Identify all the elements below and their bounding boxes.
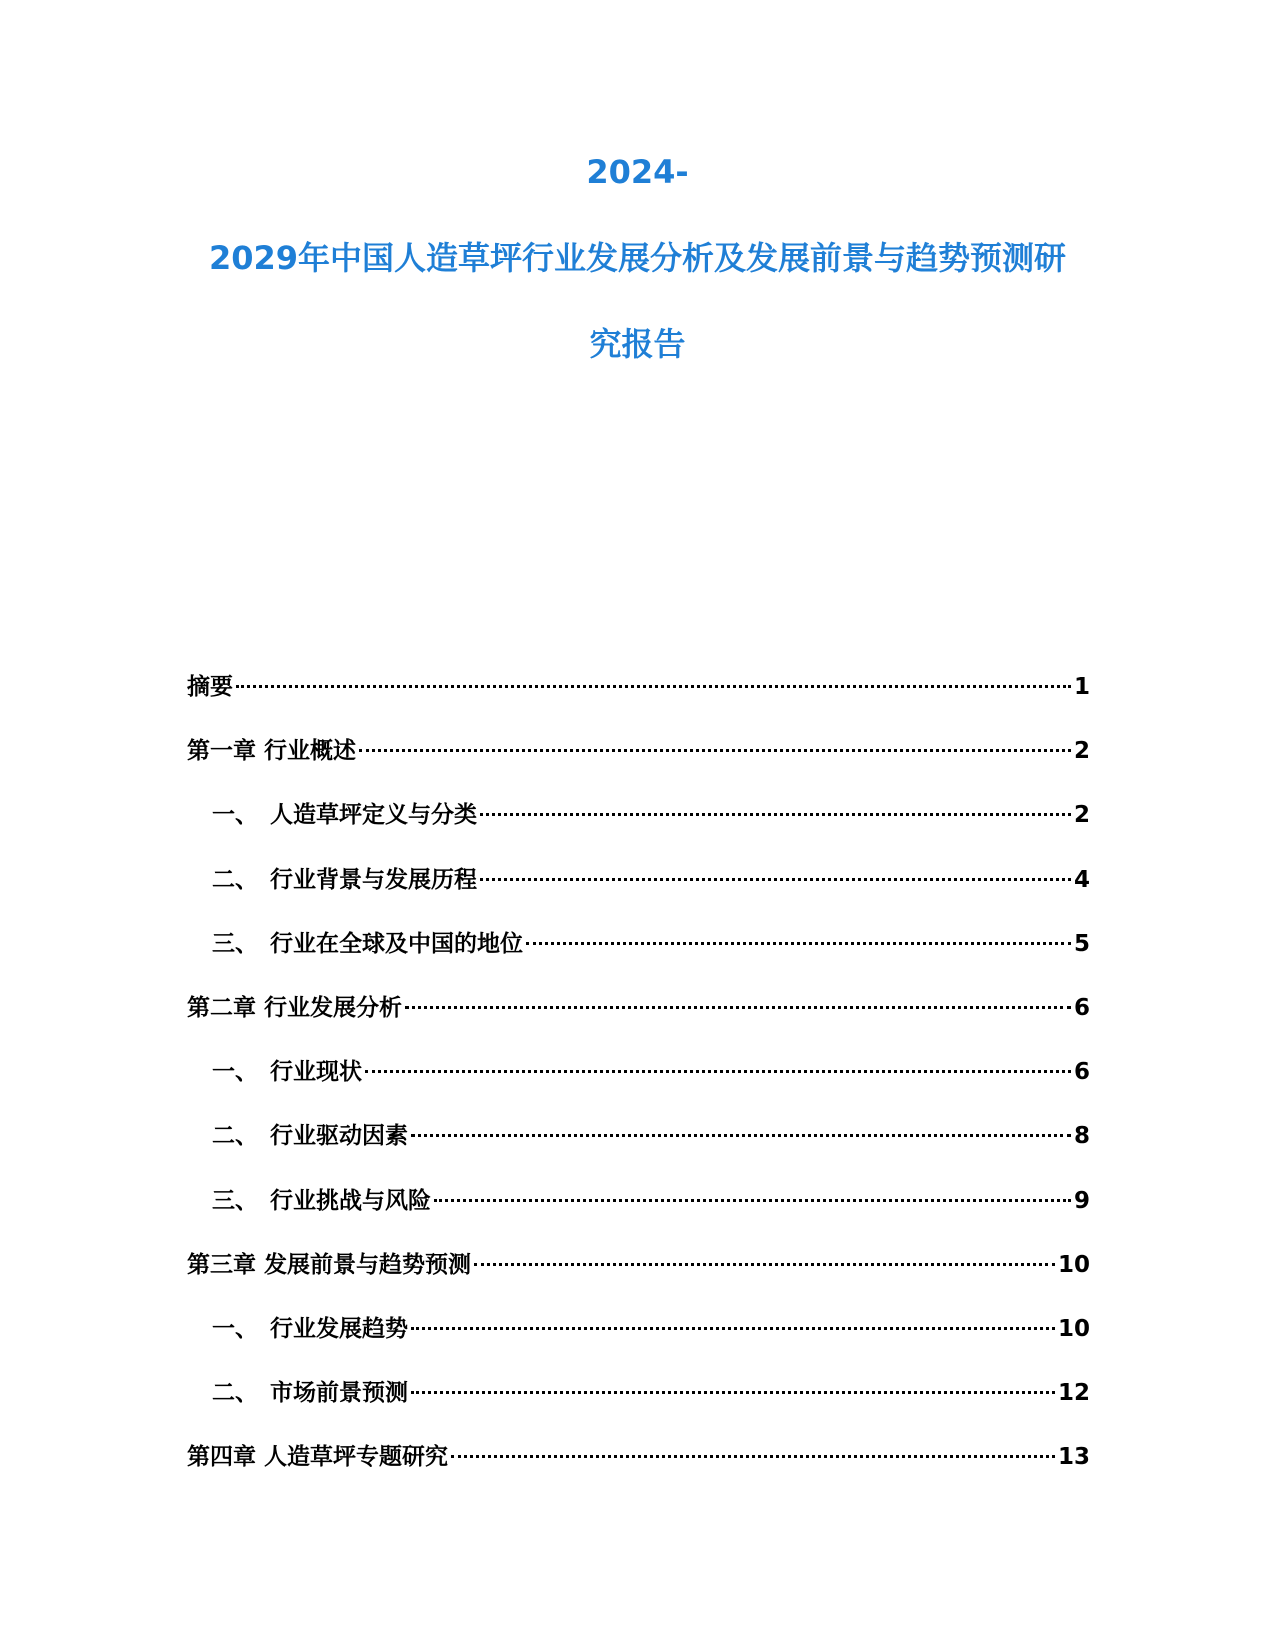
toc-dot-leader xyxy=(526,942,1071,945)
toc-entry[interactable] xyxy=(187,1184,1090,1218)
toc-entry-number: 三、 xyxy=(212,930,258,957)
toc-entry[interactable] xyxy=(187,798,1090,832)
toc-entry-page-number: 6 xyxy=(1073,1059,1090,1086)
title-line-1: 2024- xyxy=(586,153,689,191)
toc-entry-label: 摘要 xyxy=(187,674,233,700)
title-line-2: 2029年中国人造草坪行业发展分析及发展前景与趋势预测研 xyxy=(208,239,1067,277)
toc-entry-page-number: 10 xyxy=(1057,1315,1090,1342)
toc-entry[interactable] xyxy=(187,734,1090,768)
toc-entry-number: 二、 xyxy=(212,1123,258,1150)
toc-entry-page-number: 2 xyxy=(1073,802,1090,829)
toc-entry-page-number: 6 xyxy=(1073,994,1090,1021)
toc-entry[interactable] xyxy=(187,1055,1090,1089)
toc-entry-label: 行业发展趋势 xyxy=(270,1315,408,1342)
toc-dot-leader xyxy=(451,1455,1055,1458)
toc-entry-label: 行业在全球及中国的地位 xyxy=(270,930,523,957)
toc-entry-label: 行业挑战与风险 xyxy=(270,1187,431,1214)
toc-entry-number: 一、 xyxy=(212,802,258,829)
toc-dot-leader xyxy=(480,813,1071,816)
toc-dot-leader xyxy=(411,1134,1071,1137)
toc-entry-label: 市场前景预测 xyxy=(270,1380,408,1407)
title-line-3: 究报告 xyxy=(589,325,686,363)
toc-entry[interactable] xyxy=(187,927,1090,961)
toc-entry-number: 二、 xyxy=(212,1380,258,1407)
toc-entry-number: 三、 xyxy=(212,1187,258,1214)
toc-dot-leader xyxy=(480,878,1071,881)
toc-entry-label: 第一章 行业概述 xyxy=(187,738,357,765)
toc-entry-number: 一、 xyxy=(212,1315,258,1342)
toc-dot-leader xyxy=(474,1263,1055,1266)
toc-dot-leader xyxy=(411,1391,1055,1394)
toc-dot-leader xyxy=(405,1006,1071,1009)
table-of-contents xyxy=(187,670,1090,1504)
report-title xyxy=(0,150,1275,408)
toc-entry[interactable] xyxy=(187,991,1090,1025)
toc-entry-label: 第二章 行业发展分析 xyxy=(187,994,403,1021)
toc-entry-page-number: 12 xyxy=(1057,1380,1090,1407)
toc-entry[interactable] xyxy=(187,1312,1090,1346)
toc-dot-leader xyxy=(411,1327,1055,1330)
toc-entry[interactable] xyxy=(187,1376,1090,1410)
toc-entry-page-number: 1 xyxy=(1073,674,1090,700)
toc-entry-page-number: 2 xyxy=(1073,738,1090,765)
toc-entry-page-number: 5 xyxy=(1073,930,1090,957)
toc-entry-label: 行业背景与发展历程 xyxy=(270,866,477,893)
toc-entry[interactable] xyxy=(187,1248,1090,1282)
toc-entry-page-number: 9 xyxy=(1073,1187,1090,1214)
toc-entry-page-number: 8 xyxy=(1073,1123,1090,1150)
toc-entry[interactable] xyxy=(187,863,1090,897)
toc-entry-page-number: 13 xyxy=(1057,1444,1090,1471)
toc-entry-number: 二、 xyxy=(212,866,258,893)
toc-entry-number: 一、 xyxy=(212,1059,258,1086)
toc-entry[interactable] xyxy=(187,670,1090,704)
toc-dot-leader xyxy=(434,1199,1071,1202)
toc-entry-label: 行业现状 xyxy=(270,1059,362,1086)
toc-dot-leader xyxy=(365,1070,1071,1073)
toc-dot-leader xyxy=(359,749,1071,752)
toc-entry-page-number: 4 xyxy=(1073,866,1090,893)
toc-entry-label: 人造草坪定义与分类 xyxy=(270,802,477,829)
toc-entry[interactable] xyxy=(187,1119,1090,1153)
toc-entry-label: 行业驱动因素 xyxy=(270,1123,408,1150)
toc-entry-label: 第四章 人造草坪专题研究 xyxy=(187,1444,449,1471)
toc-entry-page-number: 10 xyxy=(1057,1251,1090,1278)
toc-dot-leader xyxy=(236,685,1071,688)
toc-entry-label: 第三章 发展前景与趋势预测 xyxy=(187,1251,472,1278)
toc-entry[interactable] xyxy=(187,1440,1090,1474)
